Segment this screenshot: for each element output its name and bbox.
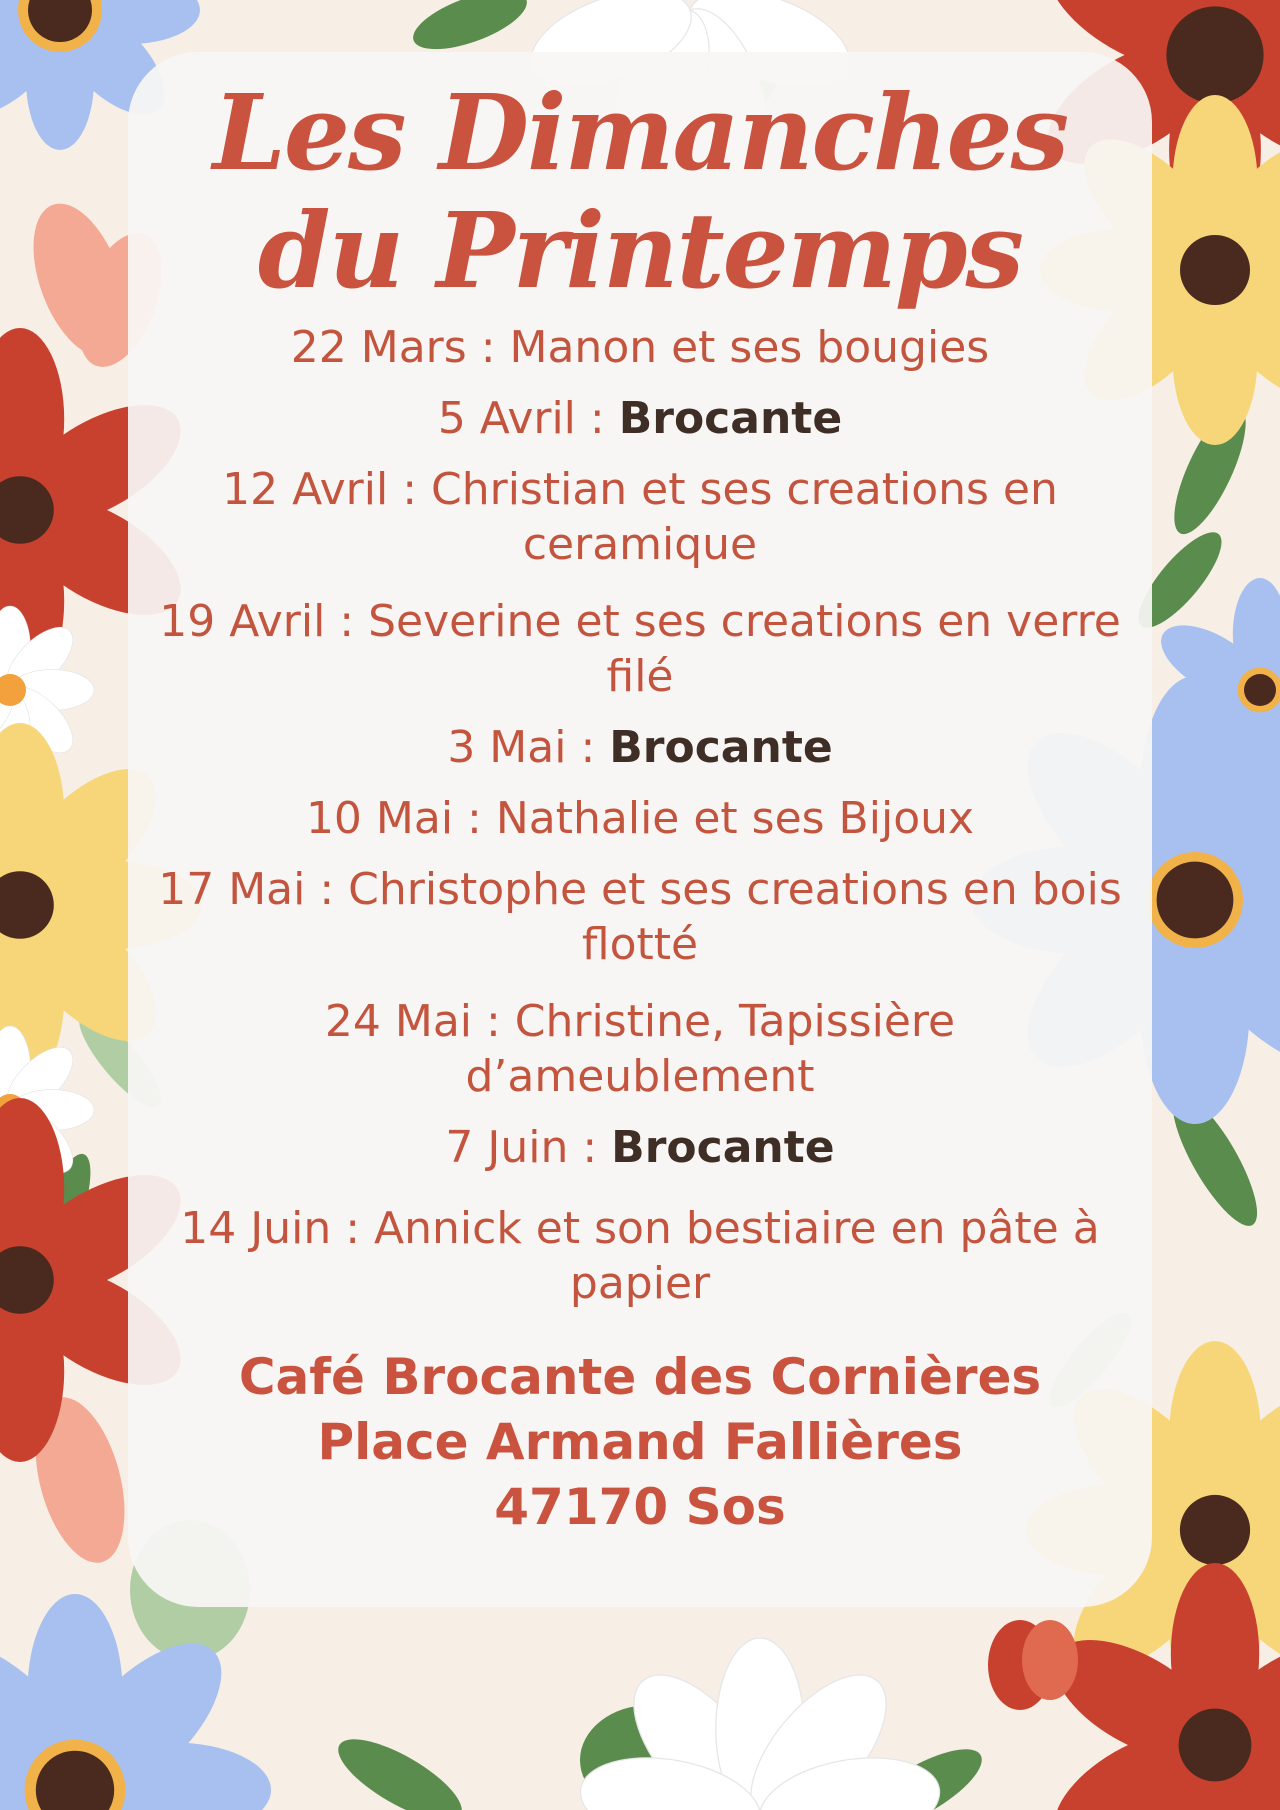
venue-info <box>128 1345 1152 1540</box>
event-item <box>128 391 1152 446</box>
event-item <box>128 1120 1152 1175</box>
event-list <box>128 320 1152 1311</box>
event-date: 24 Mai <box>324 996 472 1047</box>
event-date: 14 Juin <box>180 1203 332 1254</box>
event-separator: : <box>325 596 369 647</box>
event-item <box>128 594 1152 704</box>
event-item <box>128 1201 1152 1311</box>
event-item <box>128 862 1152 972</box>
poster-title <box>128 71 1152 312</box>
event-description: Christophe et ses creations en bois flotté <box>348 864 1122 970</box>
event-separator: : <box>472 996 515 1047</box>
event-separator: : <box>566 722 610 773</box>
event-description: Christian et ses creations en ceramique <box>431 464 1058 570</box>
event-separator: : <box>575 393 619 444</box>
event-item <box>128 994 1152 1104</box>
event-date: 5 Avril <box>437 393 576 444</box>
event-item <box>128 791 1152 846</box>
event-separator: : <box>305 864 349 915</box>
event-separator: : <box>466 322 510 373</box>
event-date: 3 Mai <box>447 722 567 773</box>
title-line-2: du Printemps <box>257 189 1023 312</box>
event-description: Brocante <box>618 393 843 444</box>
event-date: 7 Juin <box>445 1122 569 1173</box>
poster-content <box>128 52 1152 1540</box>
event-separator: : <box>453 793 496 844</box>
title-line-1: Les Dimanches <box>212 71 1068 194</box>
event-separator: : <box>331 1203 375 1254</box>
event-description: Severine et ses creations en verre filé <box>368 596 1121 702</box>
event-item <box>128 462 1152 572</box>
event-description: Christine, Tapissière d’ameublement <box>465 996 956 1102</box>
venue-address: Place Armand Fallières <box>317 1413 963 1471</box>
event-date: 12 Avril <box>222 464 389 515</box>
event-separator: : <box>568 1122 612 1173</box>
event-description: Annick et son bestiaire en pâte à papier <box>374 1203 1100 1309</box>
venue-city: 47170 Sos <box>494 1478 786 1536</box>
event-description: Manon et ses bougies <box>509 322 990 373</box>
venue-name: Café Brocante des Cornières <box>238 1348 1042 1406</box>
event-description: Brocante <box>611 1122 835 1173</box>
event-item <box>128 720 1152 775</box>
event-date: 22 Mars <box>290 322 467 373</box>
event-separator: : <box>388 464 431 515</box>
event-description: Brocante <box>609 722 833 773</box>
event-date: 19 Avril <box>159 596 326 647</box>
event-item <box>128 320 1152 375</box>
event-date: 17 Mai <box>158 864 306 915</box>
event-date: 10 Mai <box>305 793 454 844</box>
event-description: Nathalie et ses Bijoux <box>495 793 975 844</box>
